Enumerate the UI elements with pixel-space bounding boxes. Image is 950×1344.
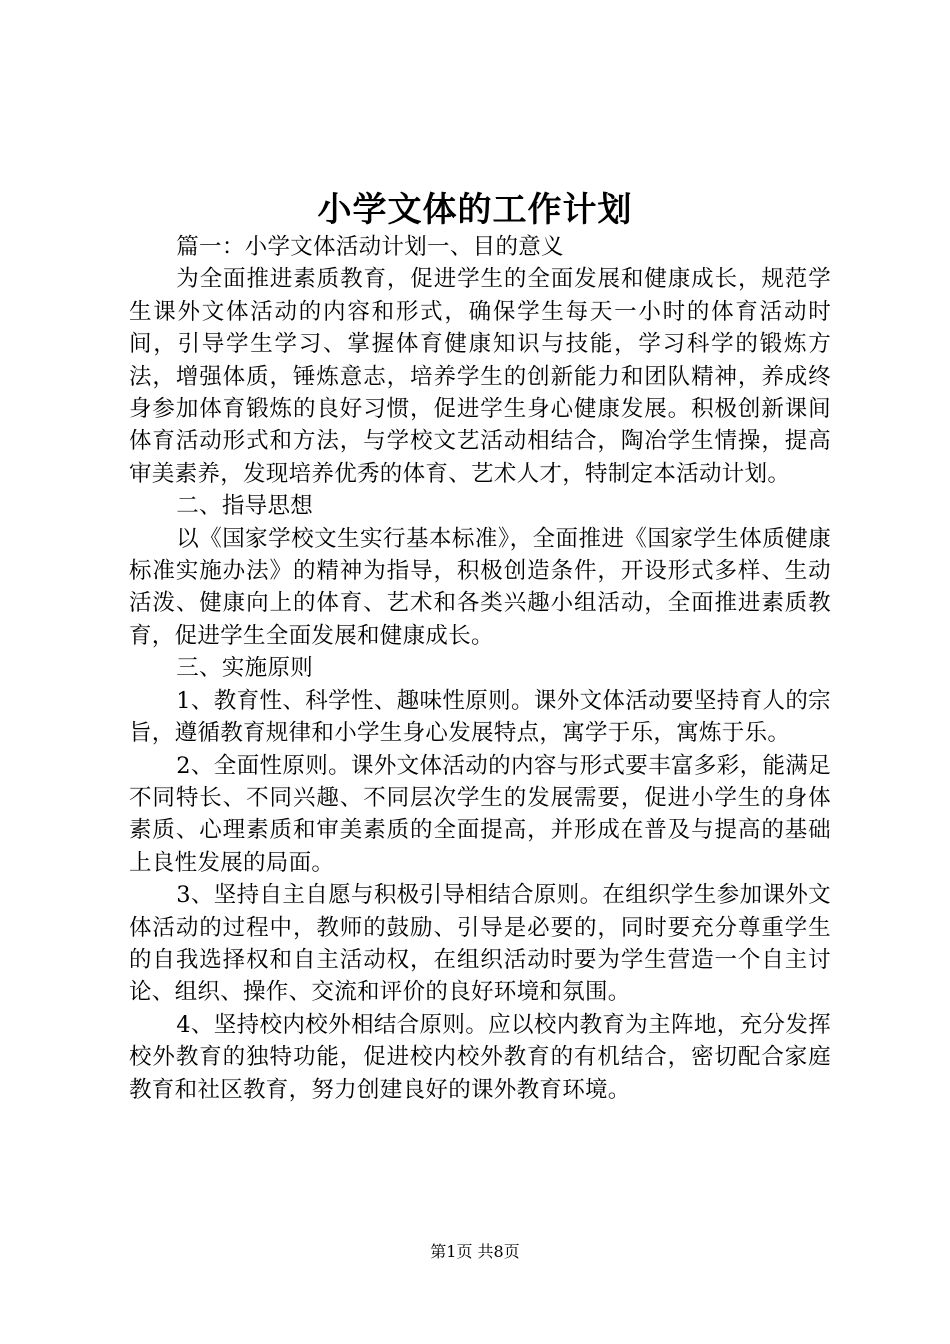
paragraph: 以《国家学校文生实行基本标准》，全面推进《国家学生体质健康标准实施办法》的精神为指导，积极创造条件，开设形式多样、生动活泼、健康向上的体育、艺术和各类兴趣小组活动，全面推进素质教育，促进学生全面发展和健康成长。	[129, 525, 831, 649]
section-heading: 二、指导思想	[176, 493, 314, 520]
paragraph: 1、教育性、科学性、趣味性原则。课外文体活动要坚持育人的宗旨，遵循教育规律和小学生身心发展特点，寓学于乐，寓炼于乐。	[129, 687, 831, 747]
section-heading: 三、实施原则	[176, 655, 314, 682]
paragraph: 4、坚持校内校外相结合原则。应以校内教育为主阵地，充分发挥校外教育的独特功能，促进校内校外教育的有机结合，密切配合家庭教育和社区教育，努力创建良好的课外教育环境。	[129, 1011, 831, 1103]
document-body	[129, 231, 831, 1106]
paragraph: 3、坚持自主自愿与积极引导相结合原则。在组织学生参加课外文体活动的过程中，教师的鼓励、引导是必要的，同时要充分尊重学生的自我选择权和自主活动权，在组织活动时要为学生营造一个自主讨论、组织、操作、交流和评价的良好环境和氛围。	[129, 882, 831, 1006]
document-title: 小学文体的工作计划	[317, 190, 633, 230]
paragraph: 篇一：小学文体活动计划一、目的意义	[176, 234, 564, 260]
paragraph: 为全面推进素质教育，促进学生的全面发展和健康成长，规范学生课外文体活动的内容和形式，确保学生每天一小时的体育活动时间，引导学生学习、掌握体育健康知识与技能，学习科学的锻炼方法，增强体质，锤炼意志，培养学生的创新能力和团队精神，养成终身参加体育锻炼的良好习惯，促进学生身心健康发展。积极创新课间体育活动形式和方法，与学校文艺活动相结合，陶冶学生情操，提高审美素养，发现培养优秀的体育、艺术人才，特制定本活动计划。	[129, 266, 831, 487]
paragraph: 2、全面性原则。课外文体活动的内容与形式要丰富多彩，能满足不同特长、不同兴趣、不同层次学生的发展需要，促进小学生的身体素质、心理素质和审美素质的全面提高，并形成在普及与提高的基础上良性发展的局面。	[129, 752, 831, 876]
page-footer: 第1页 共8页	[430, 1242, 520, 1261]
